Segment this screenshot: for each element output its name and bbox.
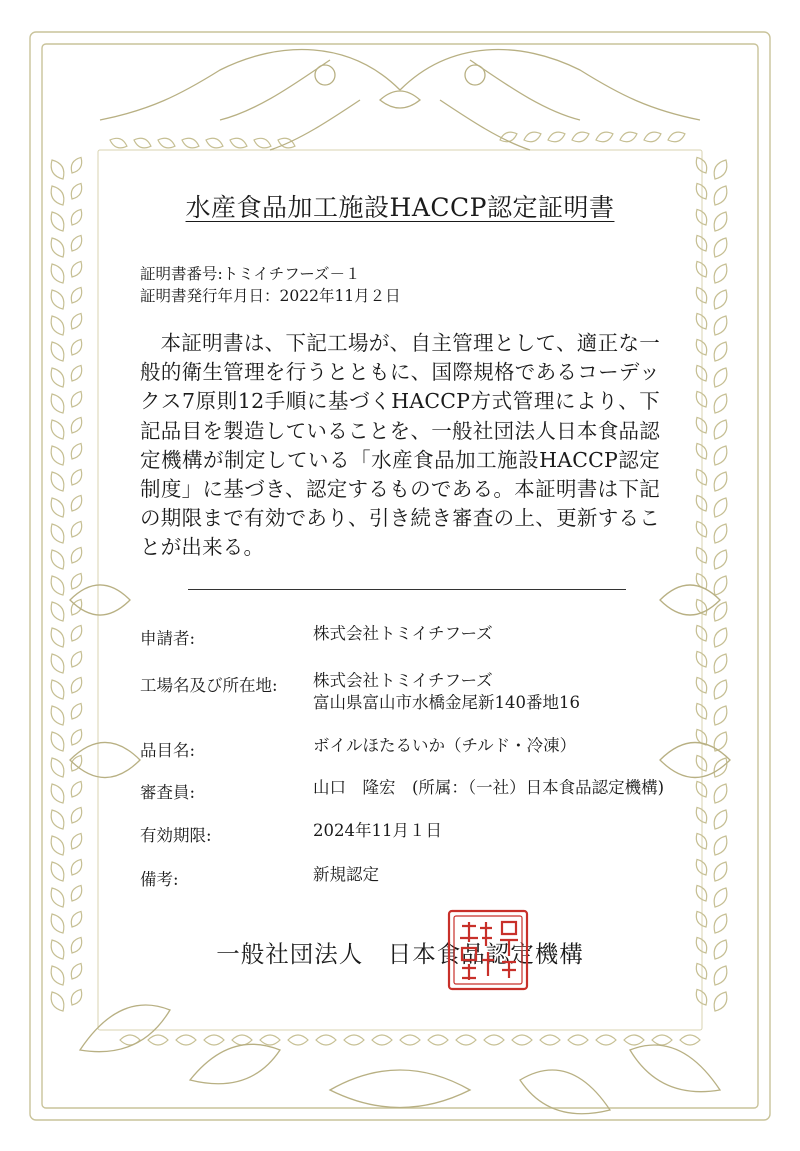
examiner-label: 審査員: [140,783,196,802]
validity-label: 有効期限: [140,826,212,845]
certificate-number: 証明書番号:トミイチフーズ－１ [140,265,361,283]
remarks-label: 備考: [140,870,179,889]
validity-value: 2024年11月１日 [313,821,442,840]
seal-stamp-icon [446,908,530,992]
applicant-value: 株式会社トミイチフーズ [313,624,493,643]
factory-address: 富山県富山市水橋金尾新140番地16 [313,693,580,712]
product-label: 品目名: [140,741,196,760]
product-value: ボイルほたるいか（チルド・冷凍） [313,736,577,755]
factory-name: 株式会社トミイチフーズ [313,671,493,690]
certificate-body: 本証明書は、下記工場が、自主管理として、適正な一般的衛生管理を行うとともに、国際規格であるコーデックス7原則12手順に基づくHACCP方式管理により、下記品目を製造していることを、一般社団法人日本食品認定機構が制定している「水産食品加工施設HACCP認定制度」に基づき、認定するものである。本証明書は下記の期限まで有効であり、引き続き審査の上、更新することが出来る。 [140,331,660,560]
certificate-issue-date: 証明書発行年月日：2022年11月２日 [140,287,401,305]
remarks-value: 新規認定 [313,865,379,884]
divider [188,589,626,590]
factory-label: 工場名及び所在地: [140,676,278,695]
certificate-title: 水産食品加工施設HACCP認定証明書 [185,193,615,222]
applicant-label: 申請者: [140,629,196,648]
examiner-value: 山口 隆宏 (所属：（一社）日本食品認定機構) [313,778,665,797]
issuer-name: 一般社団法人 日本食品認定機構 [216,940,584,968]
